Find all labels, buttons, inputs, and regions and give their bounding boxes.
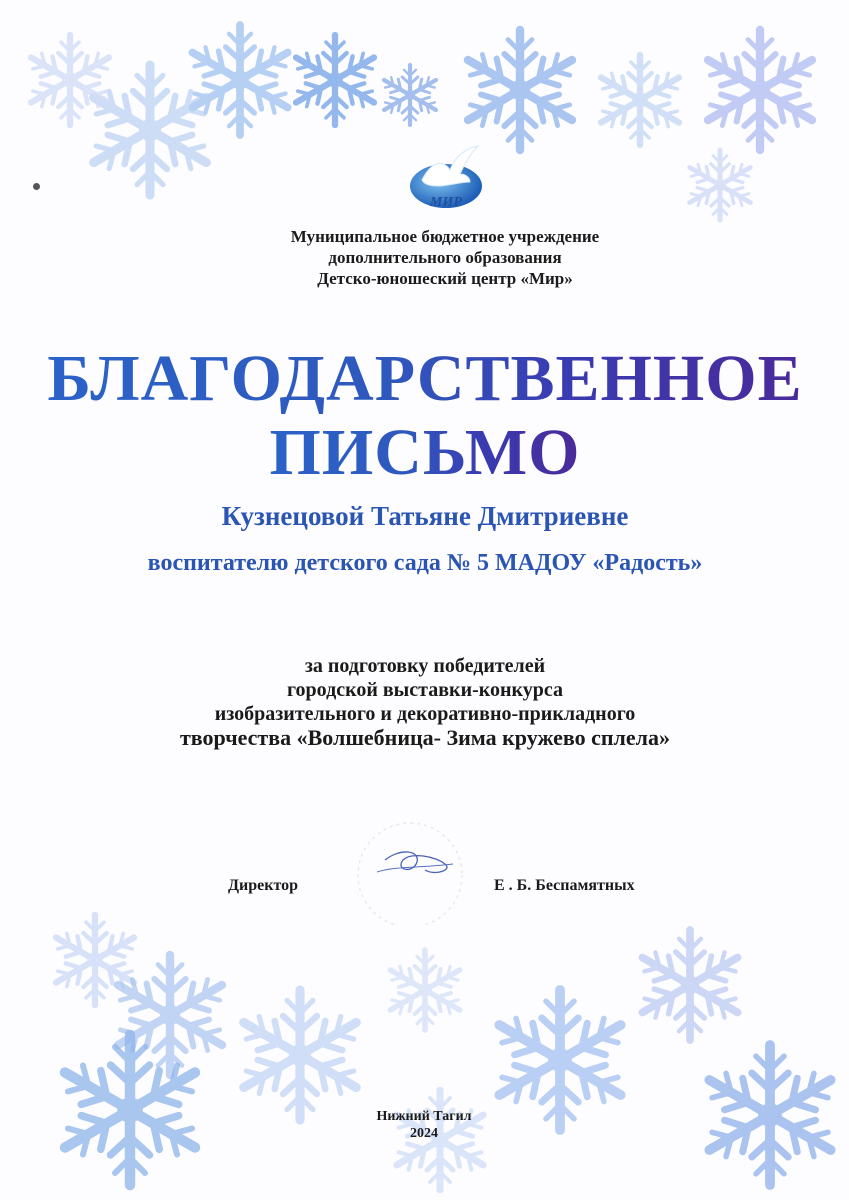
signatory-name: Е . Б. Беспамятных [494,877,635,894]
snowflake-icon [385,950,465,1030]
snowflake-icon [460,30,580,150]
title-line: ПИСЬМО [269,416,581,489]
snowflake-icon [700,1045,839,1185]
footer-block [324,1108,524,1142]
organization-line: Детско-юношеский центр «Мир» [317,269,573,288]
document-title [40,342,810,490]
scan-mark [33,183,40,190]
reason-line: изобразительного и декоративно-прикладного [214,703,636,725]
organization-line: Муниципальное бюджетное учреждение [290,227,600,246]
snowflake-icon [235,990,364,1120]
snowflake-icon [700,30,820,150]
snowflake-icon [685,150,755,220]
footer-city: Нижний Тагил [376,1109,472,1124]
organization-line: дополнительного образования [328,248,562,267]
reason-line: за подготовку победителей [304,655,546,677]
logo-text: МИР [430,195,462,210]
dove-globe-logo [404,140,488,212]
snowflake-icon [290,35,380,125]
snowflake-icon [85,65,214,195]
snowflake-icon [185,25,295,135]
title-line: БЛАГОДАРСТВЕННОЕ [47,342,803,415]
footer-year: 2024 [410,1126,438,1141]
recipient-name: Кузнецовой Татьяне Дмитриевне [221,501,629,531]
snowflake-icon [55,1035,204,1185]
snowflake-icon [380,65,440,125]
snowflake-icon [635,930,745,1040]
reason-block [100,654,750,750]
recipient-position: воспитателю детского сада № 5 МАДОУ «Радость» [147,550,703,576]
reason-line: городской выставки-конкурса [286,679,564,701]
organization-block [150,226,740,289]
director-signature [325,820,495,925]
snowflake-icon [595,55,685,145]
signatory-role: Директор [228,877,298,894]
reason-line: творчества «Волшебница- Зима кружево сплела» [179,725,671,750]
